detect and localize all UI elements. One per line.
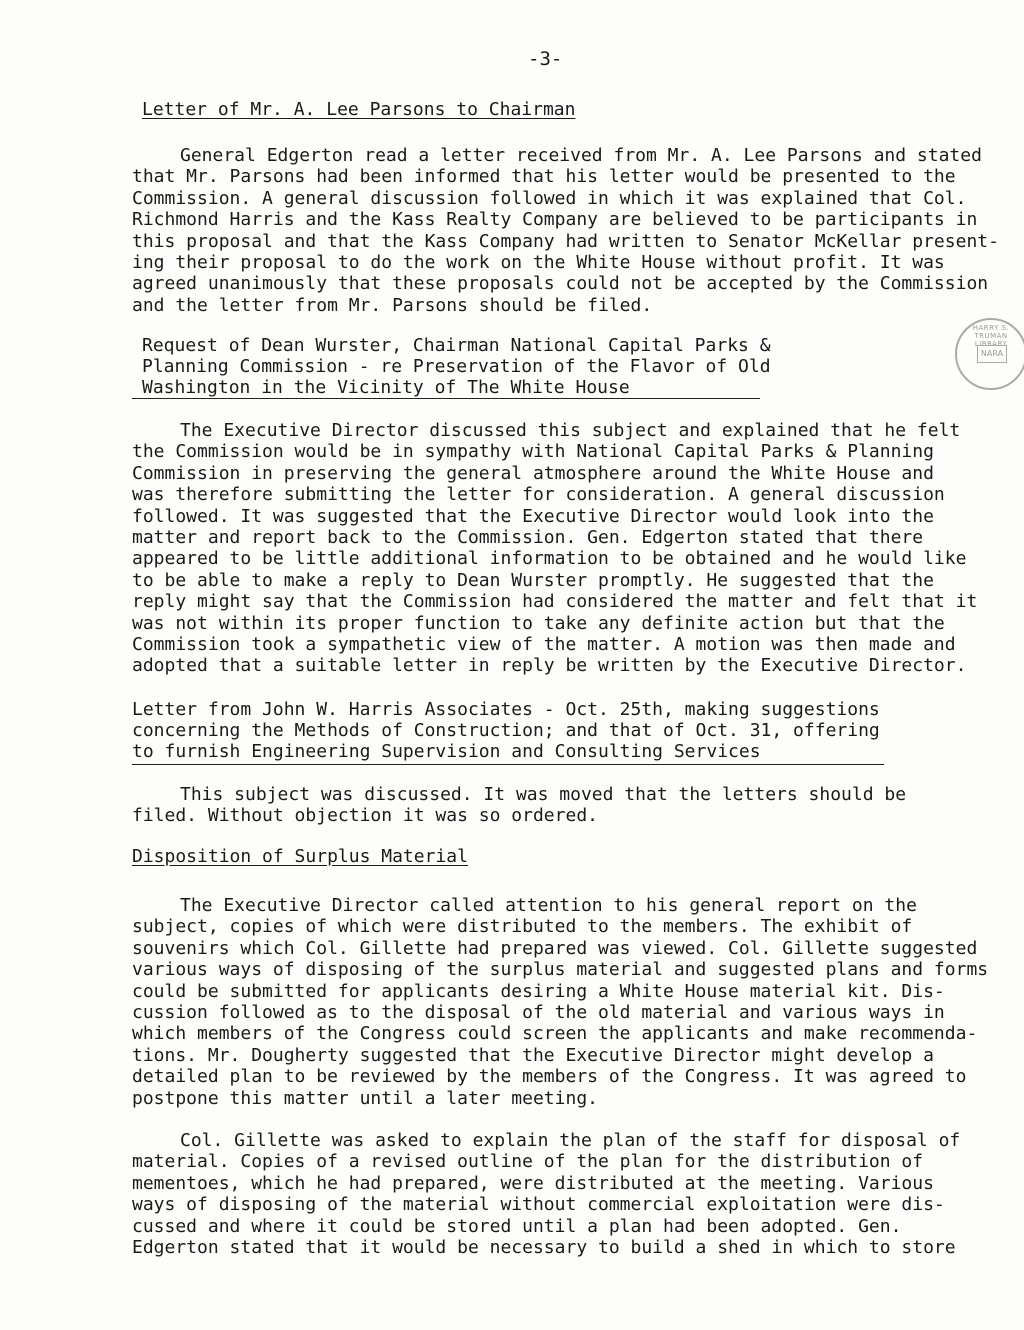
- page-number: -3-: [528, 48, 563, 70]
- paragraph-parsons-letter: General Edgerton read a letter received from Mr. A. Lee Parsons and stated that Mr. Parsons had been informed that his letter would be presented to the Commission. A general discussion followed in which it was explained that Col. Richmond Harris and the Kass Realty Company are believed to be participants in this proposal and that the Kass Company had written to Senator McKellar present- ing their proposal to do the work on the White House without profit. It was agreed unanimously that these proposals could not be accepted by the Commission and the letter from Mr. Parsons should be filed.: [132, 145, 999, 316]
- stamp-arc-text: HARRY S. TRUMAN LIBRARY: [972, 324, 1010, 348]
- paragraph-harris-associates: This subject was discussed. It was moved that the letters should be filed. Without objection it was so ordered.: [132, 784, 907, 827]
- paragraph-wurster-request: The Executive Director discussed this subject and explained that he felt the Commission would be in sympathy with National Capital Parks & Planning Commission in preserving the general atmosphere around the White House and was therefore submitting the letter for consideration. A general discussion followed. It was suggested that the Executive Director would look into the matter and report back to the Commission. Gen. Edgerton stated that there appeared to be little additional information to be obtained and he would like to be able to make a reply to Dean Wurster promptly. He suggested that the reply might say that the Commission had considered the matter and felt that it was not within its proper function to take any definite action but that the Commission took a sympathetic view of the matter. A motion was then made and adopted that a suitable letter in reply be written by the Executive Director.: [132, 420, 978, 677]
- section-heading-surplus-material: Disposition of Surplus Material: [132, 846, 468, 867]
- section-heading-parsons-letter: Letter of Mr. A. Lee Parsons to Chairman: [142, 99, 576, 120]
- section-heading-wurster-request: Request of Dean Wurster, Chairman National Capital Parks & Planning Commission - re Preservation of the Flavor of Old Washington in the Vicinity of The White House: [142, 335, 771, 398]
- stamp-center-text: NARA: [977, 345, 1007, 363]
- section-heading-harris-associates: Letter from John W. Harris Associates - Oct. 25th, making suggestions concerning the Methods of Construction; and that of Oct. 31, offering to furnish Engineering Supervision and Consulting Services: [132, 699, 880, 762]
- heading-underline: [132, 398, 760, 399]
- archive-stamp: [955, 318, 1024, 390]
- heading-underline: [132, 764, 884, 765]
- paragraph-surplus-material-2: Col. Gillette was asked to explain the plan of the staff for disposal of material. Copies of a revised outline of the plan for the distribution of mementoes, which he had prepared, were distributed at the meeting. Various ways of disposing of the material without commercial exploitation were dis- cussed and where it could be stored until a plan had been adopted. Gen. Edgerton stated that it would be necessary to build a shed in which to store: [132, 1130, 961, 1259]
- paragraph-surplus-material-1: The Executive Director called attention to his general report on the subject, copies of which were distributed to the members. The exhibit of souvenirs which Col. Gillette had prepared was viewed. Col. Gillette suggested various ways of disposing of the surplus material and suggested plans and forms could be submitted for applicants desiring a White House material kit. Dis- cussion followed as to the disposal of the old material and various ways in which members of the Congress could screen the applicants and make recommenda- tions. Mr. Dougherty suggested that the Executive Director might develop a detailed plan to be reviewed by the members of the Congress. It was agreed to postpone this matter until a later meeting.: [132, 895, 989, 1109]
